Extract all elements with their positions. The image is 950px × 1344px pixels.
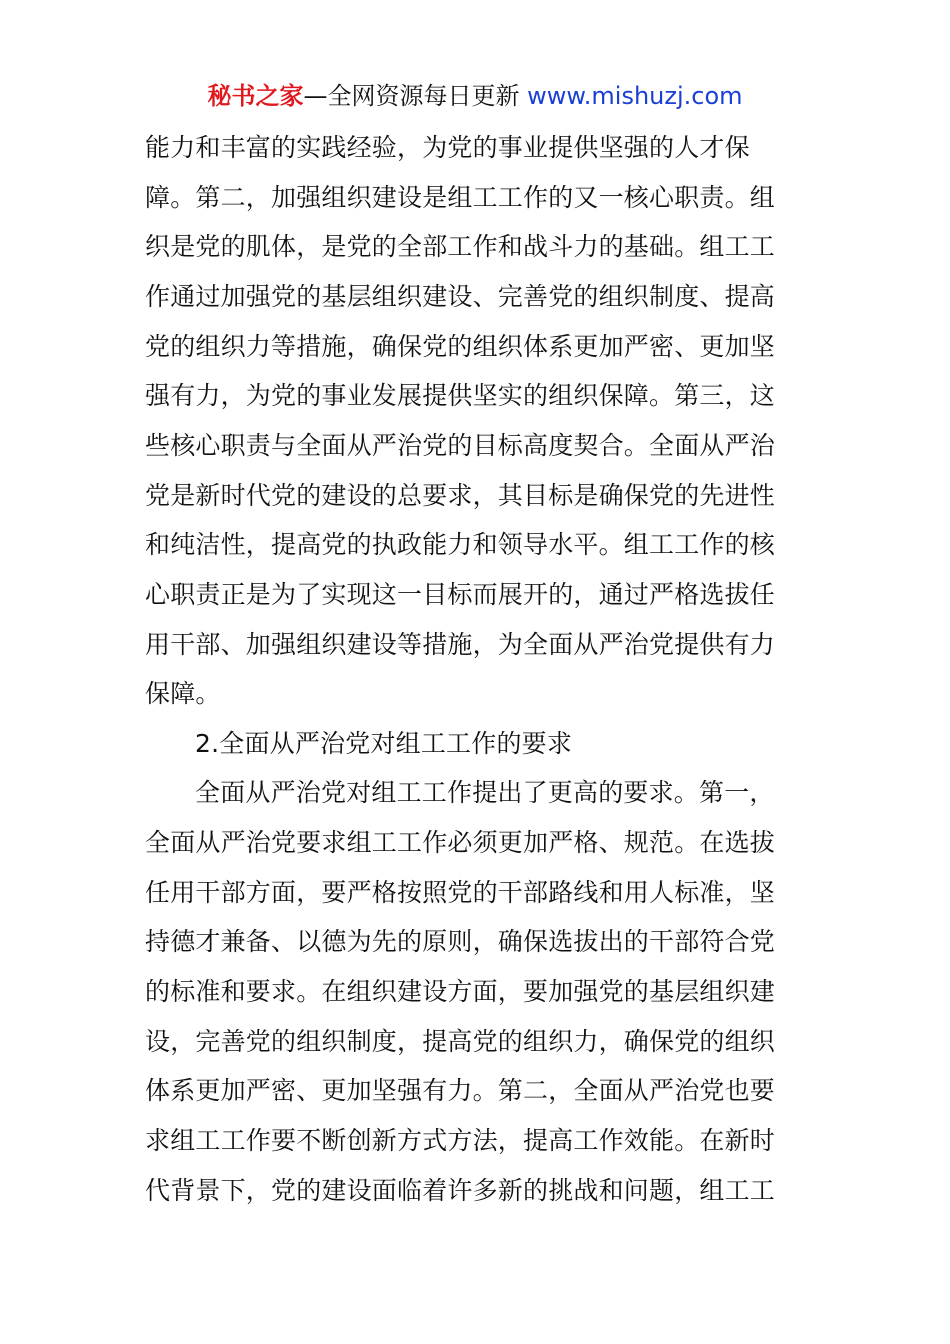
- section-heading: 2.全面从严治党对组工工作的要求: [195, 729, 573, 758]
- header-brand: 秘书之家: [207, 82, 304, 110]
- text-line: 设，完善党的组织制度，提高党的组织力，确保党的组织: [145, 1027, 776, 1056]
- text-line: 体系更加严密、更加坚强有力。第二，全面从严治党也要: [145, 1076, 776, 1105]
- text-line: 强有力，为党的事业发展提供坚实的组织保障。第三，这: [145, 381, 776, 410]
- text-line: 些核心职责与全面从严治党的目标高度契合。全面从严治: [145, 431, 776, 460]
- text-line: 作通过加强党的基层组织建设、完善党的组织制度、提高: [145, 282, 776, 311]
- text-line: 任用干部方面，要严格按照党的干部路线和用人标准，坚: [145, 878, 776, 907]
- text-line: 和纯洁性，提高党的执政能力和领导水平。组工工作的核: [145, 530, 776, 559]
- text-line: 织是党的肌体，是党的全部工作和战斗力的基础。组工工: [145, 232, 776, 261]
- text-line: 全面从严治党对组工工作提出了更高的要求。第一，: [195, 778, 775, 807]
- text-line: 代背景下，党的建设面临着许多新的挑战和问题，组工工: [145, 1176, 776, 1205]
- text-line: 心职责正是为了实现这一目标而展开的，通过严格选拔任: [145, 580, 776, 609]
- text-line: 求组工工作要不断创新方式方法，提高工作效能。在新时: [145, 1126, 776, 1155]
- header-url-link[interactable]: www.mishuzj.com: [527, 82, 743, 110]
- text-line: 障。第二，加强组织建设是组工工作的又一核心职责。组: [145, 183, 776, 212]
- text-line: 持德才兼备、以德为先的原则，确保选拔出的干部符合党: [145, 927, 776, 956]
- text-line: 的标准和要求。在组织建设方面，要加强党的基层组织建: [145, 977, 776, 1006]
- page-header: [0, 80, 950, 112]
- header-subtitle: —全网资源每日更新: [303, 82, 520, 110]
- text-line: 用干部、加强组织建设等措施，为全面从严治党提供有力: [145, 630, 776, 659]
- text-line: 党的组织力等措施，确保党的组织体系更加严密、更加坚: [145, 332, 776, 361]
- text-line: 保障。: [145, 679, 221, 708]
- text-line: 党是新时代党的建设的总要求，其目标是确保党的先进性: [145, 481, 776, 510]
- text-line: 能力和丰富的实践经验，为党的事业提供坚强的人才保: [145, 133, 750, 162]
- text-line: 全面从严治党要求组工工作必须更加严格、规范。在选拔: [145, 828, 776, 857]
